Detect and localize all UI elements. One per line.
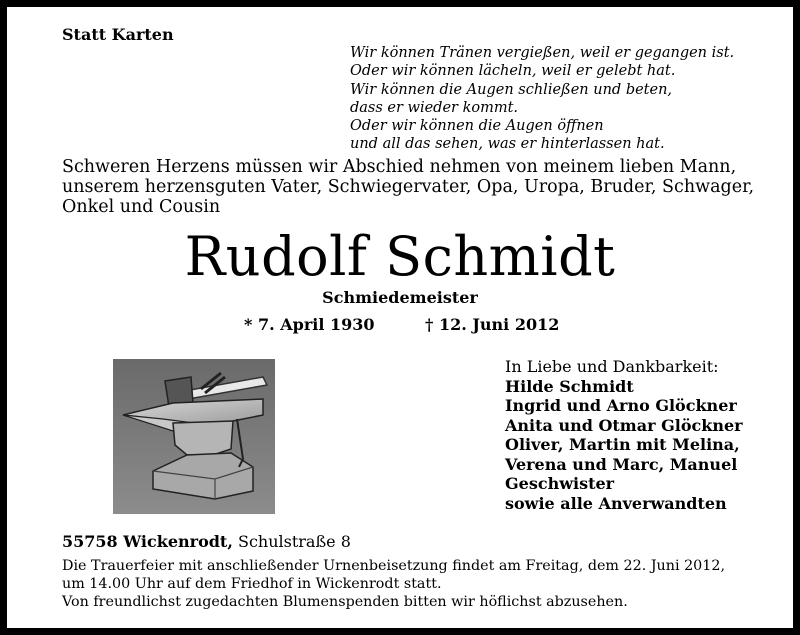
- mourner-name: Geschwister: [505, 474, 615, 493]
- mourner-name: sowie alle Anverwandten: [505, 493, 727, 513]
- address-street: Schulstraße 8: [237, 532, 351, 551]
- anvil-icon: [113, 359, 275, 514]
- intro-text: [62, 157, 754, 217]
- mourner-name: Verena und Marc, Manuel: [505, 454, 738, 474]
- funeral-line: Von freundlichst zugedachten Blumenspenden bitten wir höflichst abzusehen.: [62, 594, 628, 610]
- anvil-photo: [113, 359, 275, 514]
- mourners-block: [505, 357, 743, 513]
- intro-line: Schweren Herzens müssen wir Abschied nehmen von meinem lieben Mann,: [62, 157, 737, 177]
- poem-line: Oder wir können die Augen öffnen: [350, 118, 604, 135]
- poem-line: Wir können die Augen schließen und beten,: [350, 81, 673, 98]
- funeral-notice: [62, 557, 725, 611]
- poem: [350, 44, 734, 154]
- poem-line: und all das sehen, was er hinterlassen hat.: [350, 136, 665, 153]
- mourner-name: Oliver, Martin mit Melina,: [505, 435, 740, 454]
- funeral-line: um 14.00 Uhr auf dem Friedhof in Wickenrodt statt.: [62, 576, 442, 592]
- poem-line: Oder wir können lächeln, weil er gelebt hat.: [350, 63, 676, 80]
- birth-date: * 7. April 1930: [244, 315, 375, 334]
- poem-line: dass er wieder kommt.: [350, 99, 519, 116]
- mourner-name: Ingrid und Arno Glöckner: [505, 396, 737, 415]
- deceased-name: Rudolf Schmidt: [184, 225, 616, 288]
- address-city: 55758 Wickenrodt,: [62, 532, 233, 551]
- mourner-name: Hilde Schmidt: [505, 376, 634, 396]
- funeral-line: Die Trauerfeier mit anschließender Urnenbeisetzung findet am Freitag, dem 22. Juni 2012,: [62, 558, 726, 574]
- death-date: † 12. Juni 2012: [425, 315, 560, 334]
- mourner-name: Anita und Otmar Glöckner: [505, 415, 743, 435]
- poem-line: Wir können Tränen vergießen, weil er gegangen ist.: [350, 45, 735, 61]
- intro-line: unserem herzensguten Vater, Schwiegervater, Opa, Uropa, Bruder, Schwager,: [62, 177, 755, 197]
- address: [62, 532, 351, 551]
- mourners-heading: In Liebe und Dankbarkeit:: [505, 357, 719, 376]
- deceased-profession: Schmiedemeister: [322, 288, 478, 307]
- statt-karten-heading: Statt Karten: [62, 25, 174, 44]
- intro-line: Onkel und Cousin: [62, 197, 221, 217]
